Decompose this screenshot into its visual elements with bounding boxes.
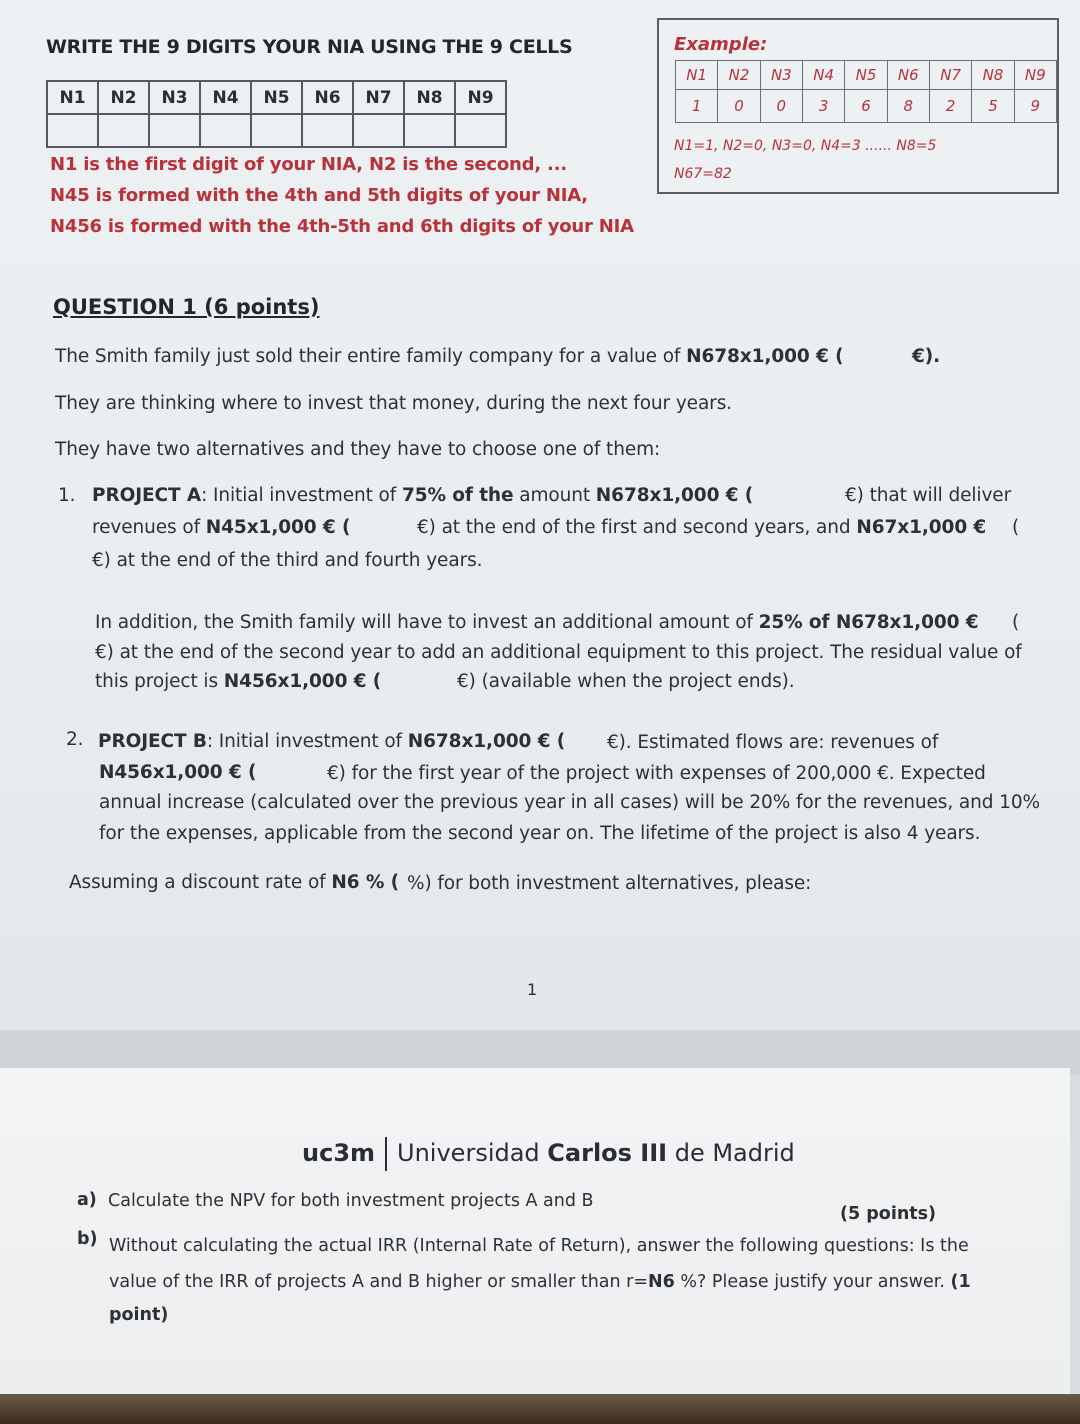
example-line-2: N67=82 xyxy=(674,166,732,182)
nia-cell-label: N9 xyxy=(455,81,506,114)
intro-text: The Smith family just sold their entire family company for a value of xyxy=(55,346,687,367)
nia-input-cell[interactable] xyxy=(251,114,302,147)
nia-input-cell[interactable] xyxy=(455,114,506,147)
project-b-amount: N678x1,000 € ( xyxy=(407,731,566,752)
question-b-points: (1 xyxy=(950,1272,971,1292)
project-a-revenue: N45x1,000 € ( xyxy=(205,517,351,538)
project-a-amount: N678x1,000 € ( xyxy=(595,485,754,506)
discount-rate: N6 % ( xyxy=(331,872,399,893)
nia-cell-label: N1 xyxy=(47,81,98,114)
nia-input-cell[interactable] xyxy=(200,114,251,147)
question-b-line-3: point) xyxy=(109,1305,169,1325)
example-value-cell: 0 xyxy=(718,90,760,123)
nia-input-cell[interactable] xyxy=(353,114,404,147)
question-b-text: value of the IRR of projects A and B higher or smaller than r= xyxy=(109,1272,649,1292)
example-header-cell: N9 xyxy=(1014,61,1056,90)
question-b-rate: N6 xyxy=(648,1272,675,1292)
project-a-text: €) at the end of the first and second years, and xyxy=(417,517,857,538)
example-value-cell: 6 xyxy=(845,90,887,123)
example-value-cell: 1 xyxy=(676,90,718,123)
question-b-line-2 xyxy=(109,1272,971,1292)
project-a-text: : Initial investment of xyxy=(201,485,402,506)
addition-line-1-end: ( xyxy=(1012,612,1020,633)
intro-line-1 xyxy=(55,346,843,367)
nia-grid xyxy=(46,80,507,148)
example-box xyxy=(657,18,1059,194)
page-number: 1 xyxy=(527,980,538,999)
project-b-line-4: for the expenses, applicable from the second year on. The lifetime of the project is also 4 years. xyxy=(99,823,981,844)
discount-line-end: %) for both investment alternatives, please: xyxy=(407,873,812,894)
example-title: Example: xyxy=(674,34,768,55)
project-a-percent: 75% of the xyxy=(401,485,514,506)
nia-input-cell[interactable] xyxy=(302,114,353,147)
project-a-line-2 xyxy=(92,517,350,538)
nia-cell-label: N6 xyxy=(302,81,353,114)
question-a-text: Calculate the NPV for both investment projects A and B xyxy=(108,1191,594,1211)
example-value-cell: 8 xyxy=(887,90,929,123)
project-b-number: 2. xyxy=(66,729,84,750)
discount-line xyxy=(69,872,399,893)
example-line-1: N1=1, N2=0, N3=0, N4=3 ...... N8=5 xyxy=(674,138,937,154)
project-b-label: PROJECT B xyxy=(98,731,207,752)
university-logo xyxy=(302,1137,795,1171)
project-a-line-1 xyxy=(92,485,753,506)
addition-line-3 xyxy=(95,671,381,692)
nia-note-2: N45 is formed with the 4th and 5th digits of your NIA, xyxy=(50,185,588,206)
nia-input-cell[interactable] xyxy=(404,114,455,147)
nia-cell-label: N7 xyxy=(353,81,404,114)
project-a-line-2-mid xyxy=(417,517,986,538)
example-value-cell: 3 xyxy=(802,90,844,123)
question-a-label: a) xyxy=(77,1190,97,1210)
intro-amount-close: €). xyxy=(912,346,941,367)
project-a-line-2-end: ( xyxy=(1012,517,1020,538)
nia-cell-label: N5 xyxy=(251,81,302,114)
example-header-cell: N5 xyxy=(845,61,887,90)
addition-line-3-end: €) (available when the project ends). xyxy=(457,671,795,692)
desk-surface xyxy=(0,1394,1080,1424)
addition-line-1 xyxy=(95,612,979,633)
example-header-row xyxy=(676,61,1057,90)
project-a-line-1-end: €) that will deliver xyxy=(845,485,1012,506)
project-b-line-2: €) for the first year of the project with expenses of 200,000 €. Expected xyxy=(327,763,986,784)
intro-line-3: They have two alternatives and they have to choose one of them: xyxy=(55,439,661,460)
nia-input-row xyxy=(47,114,506,147)
nia-note-1: N1 is the first digit of your NIA, N2 is the second, ... xyxy=(50,154,567,175)
example-header-cell: N1 xyxy=(676,61,718,90)
nia-cell-label: N3 xyxy=(149,81,200,114)
intro-amount: N678x1,000 € ( xyxy=(686,346,844,367)
addition-text: In addition, the Smith family will have to invest an additional amount of xyxy=(95,612,759,633)
residual-amount: N456x1,000 € ( xyxy=(223,671,382,692)
nia-instruction: WRITE THE 9 DIGITS YOUR NIA USING THE 9 CELLS xyxy=(46,36,573,58)
logo-text-a: Universidad xyxy=(397,1139,548,1167)
project-a-line-3: €) at the end of the third and fourth years. xyxy=(92,550,483,571)
project-b-line-3: annual increase (calculated over the previous year in all cases) will be 20% for the revenues, and 10% xyxy=(99,792,1040,813)
example-header-cell: N7 xyxy=(929,61,971,90)
example-header-cell: N8 xyxy=(972,61,1014,90)
nia-header-row xyxy=(47,81,506,114)
addition-text: this project is xyxy=(95,671,224,692)
example-value-cell: 0 xyxy=(760,90,802,123)
discount-text: Assuming a discount rate of xyxy=(69,872,332,893)
nia-note-3: N456 is formed with the 4th-5th and 6th digits of your NIA xyxy=(50,216,634,237)
example-value-row xyxy=(676,90,1057,123)
nia-cell-label: N2 xyxy=(98,81,149,114)
project-a-text: revenues of xyxy=(92,517,206,538)
project-b-revenue: N456x1,000 € ( xyxy=(99,762,257,783)
nia-cell-label: N8 xyxy=(404,81,455,114)
question-b-label: b) xyxy=(77,1229,98,1249)
example-header-cell: N6 xyxy=(887,61,929,90)
project-a-label: PROJECT A xyxy=(92,485,202,506)
example-value-cell: 2 xyxy=(929,90,971,123)
nia-input-cell[interactable] xyxy=(98,114,149,147)
nia-input-cell[interactable] xyxy=(149,114,200,147)
project-a-text: amount xyxy=(513,485,596,506)
project-b-line-1-end: €). Estimated flows are: revenues of xyxy=(607,732,939,753)
question-title: QUESTION 1 (6 points) xyxy=(53,295,320,319)
project-b-text: : Initial investment of xyxy=(206,731,408,752)
question-b-line-1: Without calculating the actual IRR (Internal Rate of Return), answer the following questions: Is the xyxy=(109,1236,969,1256)
example-value-cell: 5 xyxy=(972,90,1014,123)
nia-cell-label: N4 xyxy=(200,81,251,114)
nia-input-cell[interactable] xyxy=(47,114,98,147)
addition-line-2: €) at the end of the second year to add an additional equipment to this project. The residual value of xyxy=(95,642,1022,663)
logo-text-b: Carlos III xyxy=(547,1139,668,1167)
example-header-cell: N4 xyxy=(802,61,844,90)
intro-line-2: They are thinking where to invest that money, during the next four years. xyxy=(55,393,733,414)
example-header-cell: N3 xyxy=(760,61,802,90)
logo-text-c: de Madrid xyxy=(667,1139,795,1167)
project-a-number: 1. xyxy=(58,485,76,506)
addition-amount: 25% of N678x1,000 € xyxy=(758,612,979,633)
project-b-line-1 xyxy=(98,731,565,752)
project-a-revenue-2: N67x1,000 € xyxy=(856,517,987,538)
question-b-text: %? Please justify your answer. xyxy=(674,1272,951,1292)
logo-short: uc3m xyxy=(302,1139,376,1167)
example-header-cell: N2 xyxy=(718,61,760,90)
example-value-cell: 9 xyxy=(1014,90,1056,123)
exam-page-2 xyxy=(0,1068,1070,1394)
logo-divider xyxy=(385,1137,387,1171)
question-a-points: (5 points) xyxy=(840,1204,937,1224)
example-grid xyxy=(675,60,1057,123)
